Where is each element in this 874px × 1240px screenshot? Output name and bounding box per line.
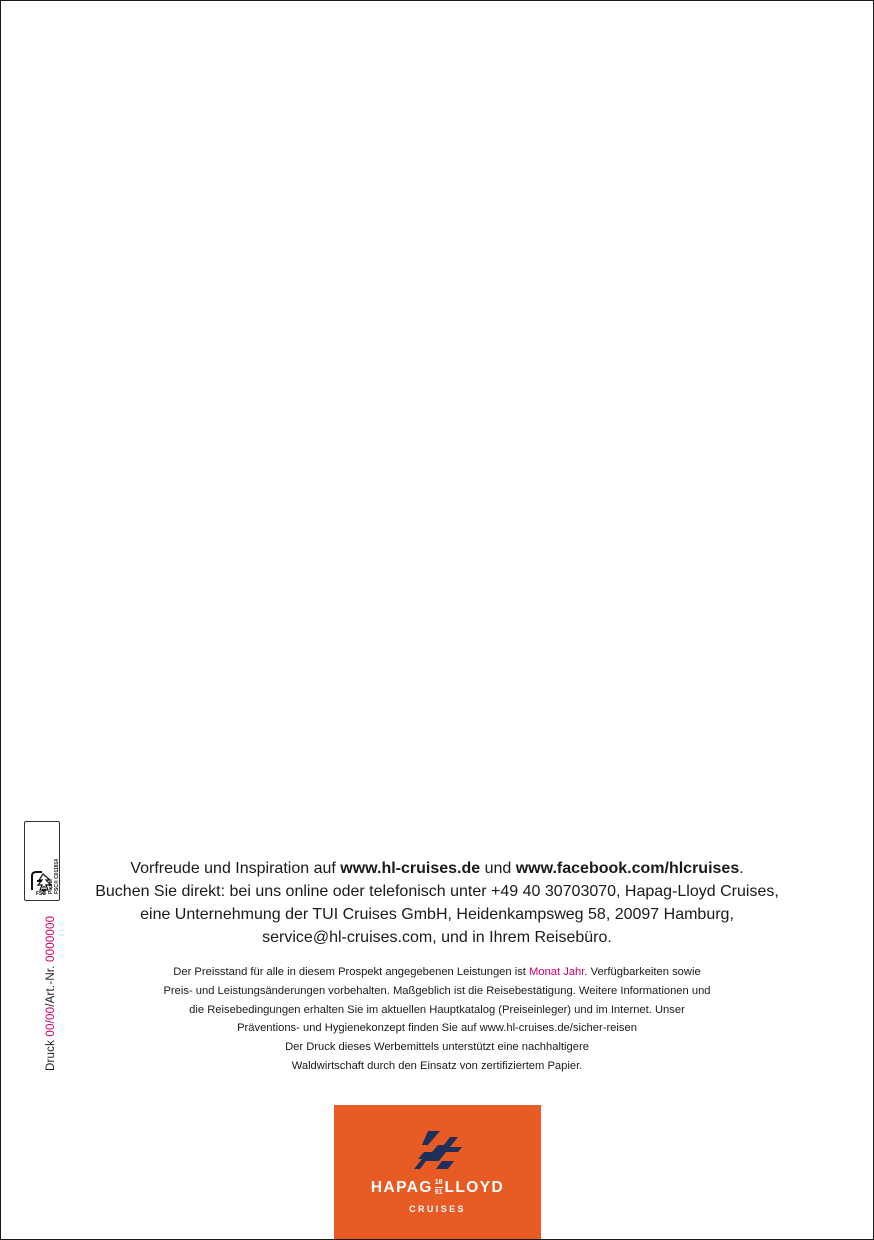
contact-line-3: eine Unternehmung der TUI Cruises GmbH, Heidenkampsweg 58, 20097 Hamburg, xyxy=(140,906,734,923)
fsc-logo-text: FSC xyxy=(36,891,46,896)
imprint-date-code: 00/00 xyxy=(45,1006,57,1037)
logo-year-top: 18 xyxy=(434,1179,443,1187)
logo-cruises: CRUISES xyxy=(409,1204,466,1214)
hapag-lloyd-logo xyxy=(334,1105,541,1240)
legal-line-1-a: Der Preisstand für alle in diesem Prospekt angegebenen Leistungen ist xyxy=(173,966,530,978)
contact-line-1-intro: Vorfreude und Inspiration auf xyxy=(130,860,341,877)
contact-line-1-period: . xyxy=(739,860,744,877)
logo-hapag: HAPAG xyxy=(370,1179,433,1196)
legal-line-3: die Reisebedingungen erhalten Sie im aktuellen Hauptkatalog (Preiseinleger) und im Internet. Unser xyxy=(189,1003,685,1016)
logo-year-bottom: 91 xyxy=(434,1189,443,1197)
website-link[interactable]: www.hl-cruises.de xyxy=(340,860,481,877)
legal-line-4: Präventions- und Hygienekonzept finden Sie auf www.hl-cruises.de/sicher-reisen xyxy=(237,1022,637,1035)
contact-line-4: service@hl-cruises.com, und in Ihrem Reisebüro. xyxy=(262,929,612,946)
imprint-separator: /Art.-Nr. xyxy=(45,961,57,1007)
hapag-lloyd-mark-icon xyxy=(414,1131,462,1169)
fsc-mix: MIX xyxy=(42,885,48,894)
legal-line-1-b: . Verfügbarkeiten sowie xyxy=(584,966,701,978)
print-imprint xyxy=(45,916,57,1071)
contact-line-1 xyxy=(61,857,813,880)
imprint-prefix: Druck xyxy=(45,1036,57,1071)
contact-text xyxy=(61,857,813,949)
contact-line-2: Buchen Sie direkt: bei uns online oder telefonisch unter +49 40 30703070, Hapag-Lloyd Cruises, xyxy=(95,883,779,900)
fsc-paper: Papier xyxy=(48,878,54,894)
legal-text xyxy=(81,963,793,1076)
logo-wordmark xyxy=(334,1179,541,1197)
logo-lloyd: LLOYD xyxy=(444,1179,505,1196)
price-date-placeholder: Monat Jahr xyxy=(529,966,585,978)
contact-line-1-and: und xyxy=(480,860,516,877)
legal-line-2: Preis- und Leistungsänderungen vorbehalten. Maßgeblich ist die Reisebestätigung. Weitere Informationen und xyxy=(163,984,711,997)
fsc-tree-icon xyxy=(28,868,54,896)
facebook-link[interactable]: www.facebook.com/hlcruises xyxy=(515,860,740,877)
legal-line-6: Waldwirtschaft durch den Einsatz von zertifiziertem Papier. xyxy=(291,1059,583,1072)
imprint-article-number: 0000000 xyxy=(45,915,57,962)
logo-year xyxy=(435,1179,443,1196)
legal-line-1 xyxy=(81,963,793,982)
legal-line-5: Der Druck dieses Werbemittels unterstützt eine nachhaltigere xyxy=(285,1041,589,1054)
fsc-label xyxy=(24,821,60,901)
fsc-code: FSC® C011814 xyxy=(54,858,60,894)
